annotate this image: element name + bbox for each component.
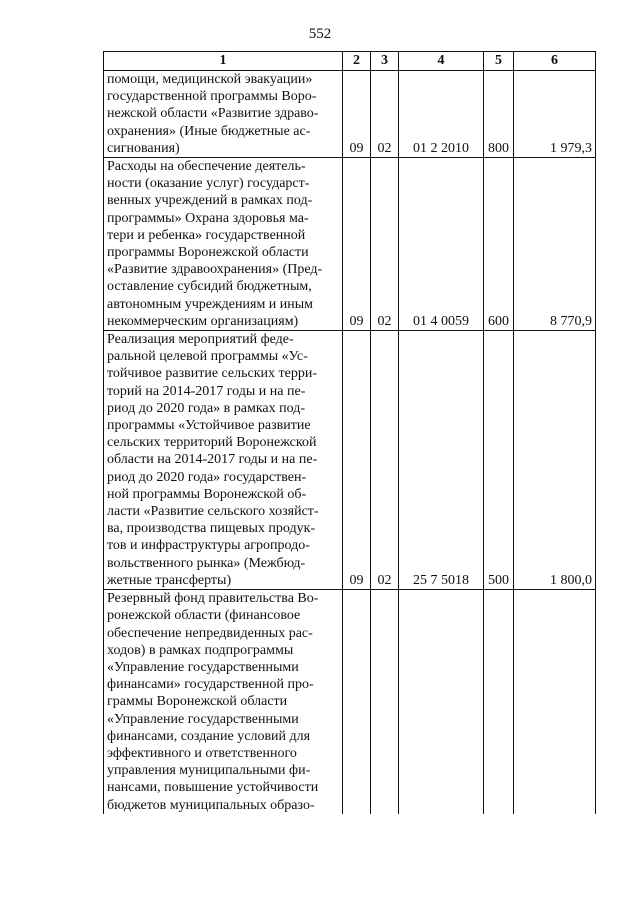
header-col-1: 1 bbox=[104, 52, 343, 71]
row-subsection bbox=[371, 590, 399, 814]
row-subsection: 02 bbox=[371, 71, 399, 158]
page-number: 552 bbox=[308, 26, 332, 42]
row-subsection: 02 bbox=[371, 331, 399, 590]
row-subsection: 02 bbox=[371, 158, 399, 331]
row-target-article: 01 2 2010 bbox=[399, 71, 484, 158]
row-amount: 1 800,0 bbox=[514, 331, 596, 590]
row-section: 09 bbox=[343, 331, 371, 590]
header-col-2: 2 bbox=[343, 52, 371, 71]
row-description: Реализация мероприятий феде- ральной целевой программы «Ус- тойчивое развитие сельских терри- торий на 2014-2017 годы и на пе- риод до 2020 года» в рамках под- программы «Устойчивое развитие сельских территорий Воронежской области на 2014-2017 годы и на пе- риод до 2020 года» государствен- ной программы Воронежской об- ласти «Развитие сельского хозяйст- ва, производства пищевых продук- тов и инфраструктуры агропродо- вольственного рынка» (Межбюд- жетные трансферты) bbox=[104, 331, 343, 590]
row-section bbox=[343, 590, 371, 814]
header-col-5: 5 bbox=[484, 52, 514, 71]
row-target-article: 01 4 0059 bbox=[399, 158, 484, 331]
row-description: Расходы на обеспечение деятель- ности (оказание услуг) государст- венных учреждений в рамках под- программы» Охрана здоровья ма- тери и ребенка» государственной программы Воронежской области «Развитие здравоохранения» (Пред- оставление субсидий бюджетным, автономным учреждениям и иным некоммерческим организациям) bbox=[104, 158, 343, 331]
row-expense-type: 800 bbox=[484, 71, 514, 158]
table-row bbox=[104, 590, 596, 814]
table-row bbox=[104, 331, 596, 590]
budget-table bbox=[103, 51, 596, 814]
row-expense-type: 500 bbox=[484, 331, 514, 590]
header-row bbox=[104, 52, 596, 71]
row-amount: 8 770,9 bbox=[514, 158, 596, 331]
row-expense-type bbox=[484, 590, 514, 814]
table-row bbox=[104, 158, 596, 331]
row-target-article: 25 7 5018 bbox=[399, 331, 484, 590]
row-amount: 1 979,3 bbox=[514, 71, 596, 158]
row-description: Резервный фонд правительства Во- ронежской области (финансовое обеспечение непредвиденных рас- ходов) в рамках подпрограммы «Управление государственными финансами» государственной про- граммы Воронежской области «Управление государственными финансами, создание условий для эффективного и ответственного управления муниципальными фи- нансами, повышение устойчивости бюджетов муниципальных образо- bbox=[104, 590, 343, 814]
header-col-4: 4 bbox=[399, 52, 484, 71]
row-section: 09 bbox=[343, 71, 371, 158]
row-amount bbox=[514, 590, 596, 814]
table-row bbox=[104, 71, 596, 158]
header-col-6: 6 bbox=[514, 52, 596, 71]
row-description: помощи, медицинской эвакуации» государственной программы Воро- нежской области «Развитие здраво- охранения» (Иные бюджетные ас- сигнования) bbox=[104, 71, 343, 158]
row-target-article bbox=[399, 590, 484, 814]
row-section: 09 bbox=[343, 158, 371, 331]
header-col-3: 3 bbox=[371, 52, 399, 71]
row-expense-type: 600 bbox=[484, 158, 514, 331]
